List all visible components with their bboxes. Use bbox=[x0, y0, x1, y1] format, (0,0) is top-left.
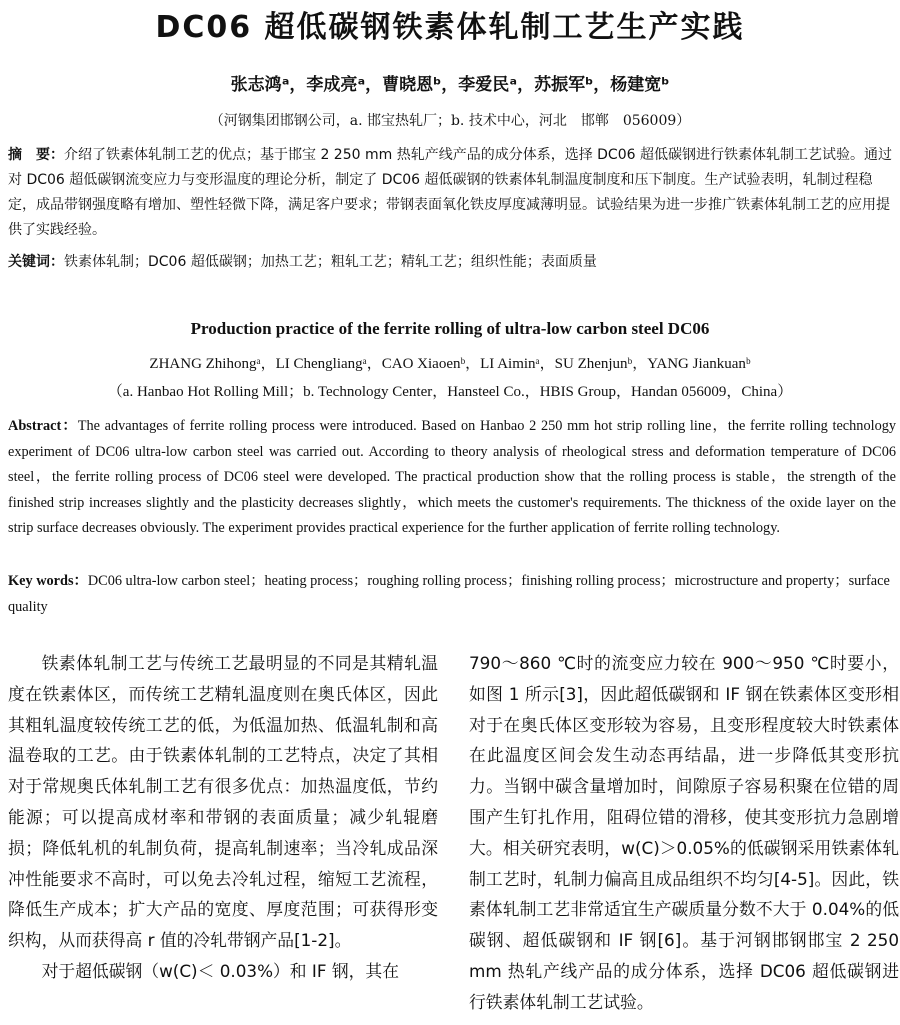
keywords-chinese bbox=[8, 251, 894, 273]
keywords-chinese-label: 关键词： bbox=[8, 254, 64, 270]
body-paragraph: 对于超低碳钢（w(C)＜ 0.03%）和 IF 钢，其在 bbox=[41, 960, 399, 981]
body-column-right bbox=[469, 648, 899, 1018]
keywords-chinese-text: 铁素体轧制；DC06 超低碳钢；加热工艺；粗轧工艺；精轧工艺；组织性能；表面质量 bbox=[64, 254, 597, 270]
abstract-english bbox=[8, 414, 896, 542]
authors-chinese: 张志鸿ᵃ，李成亮ᵃ，曹晓恩ᵇ，李爱民ᵃ，苏振军ᵇ，杨建宽ᵇ bbox=[230, 75, 670, 95]
affiliation-chinese: （河钢集团邯钢公司，a. 邯宝热轧厂；b. 技术中心，河北 邯郸 056009） bbox=[209, 113, 691, 129]
abstract-chinese bbox=[8, 143, 894, 243]
authors-english: ZHANG Zhihongᵃ，LI Chengliangᵃ，CAO Xiaoenᵇ，LI Aiminᵃ，SU Zhenjunᵇ，YANG Jiankuanᵇ bbox=[149, 356, 751, 372]
body-paragraph: 790～860 ℃时的流变应力较在 900～950 ℃时要小，如图 1 所示[3]，因此超低碳钢和 IF 钢在铁素体区变形相对于在奥氏体区变形较为容易，且变形程度较大时铁素体在此温度区间会发生动态再结晶，进一步降低其变形抗力。当钢中碳含量增加时，间隙原子容易积聚在位错的周围产生钉扎作用，阻碍位错的滑移，使其变形抗力急剧增大。相关研究表明，w(C)＞0.05%的低碳钢采用铁素体轧制工艺时，轧制力偏高且成品组织不均匀[4-5]。因此，铁素体轧制工艺非常适宜生产碳质量分数不大于 0.04%的低碳钢、超低碳钢和 IF 钢[6]。基于河钢邯钢邯宝 2 250 mm 热轧产线产品的成分体系，选择 DC06 超低碳钢进行铁素体轧制工艺试验。 bbox=[469, 653, 899, 1012]
page-title: DC06 超低碳钢铁素体轧制工艺生产实践 bbox=[155, 10, 745, 45]
affiliation-english: （a. Hanbao Hot Rolling Mill；b. Technology Center，Hansteel Co.，HBIS Group，Handan 056009，China） bbox=[107, 384, 793, 400]
abstract-english-label: Abstract： bbox=[8, 418, 78, 434]
body-paragraph: 铁素体轧制工艺与传统工艺最明显的不同是其精轧温度在铁素体区，而传统工艺精轧温度则在奥氏体区，因此其粗轧温度较传统工艺的低，为低温加热、低温轧制和高温卷取的工艺。由于铁素体轧制的工艺特点，决定了其相对于常规奥氏体轧制工艺有很多优点：加热温度低，节约能源；可以提高成材率和带钢的表面质量；减少轧辊磨损；降低轧机的轧制负荷，提高轧制速率；当冷轧成品深冲性能要求不高时，可以免去冷轧过程，缩短工艺流程，降低生产成本；扩大产品的宽度、厚度范围；可获得形变织构，从而获得高 r 值的冷轧带钢产品[1-2]。 bbox=[8, 653, 438, 951]
abstract-english-text: The advantages of ferrite rolling process were introduced. Based on Hanbao 2 250 mm hot strip rolling line，the ferrite rolling technology experiment of DC06 ultra-low carbon steel was carried out. According to theory analysis of rheological stress and deformation temperature of DC06 steel，the ferrite rolling process of DC06 steel were developed. The practical production show that the rolling process is stable，the strength of the finished strip increases slightly and the plasticity decreases slightly，which meets the customer's requirements. The thickness of the oxide layer on the strip surface decreases obviously. The experiment provides practical experience for the further application of ferrite rolling technology. bbox=[8, 418, 897, 536]
abstract-chinese-text: 介绍了铁素体轧制工艺的优点；基于邯宝 2 250 mm 热轧产线产品的成分体系，选择 DC06 超低碳钢进行铁素体轧制工艺试验。通过对 DC06 超低碳钢流变应力与变形温度的理论分析，制定了 DC06 超低碳钢的铁素体轧制温度制度和压下制度。生产试验表明，轧制过程稳定，成品带钢强度略有增加、塑性轻微下降，满足客户要求；带钢表面氧化铁皮厚度减薄明显。试验结果为进一步推广铁素体轧制工艺的应用提供了实践经验。 bbox=[8, 147, 892, 238]
keywords-english-label: Key words： bbox=[8, 573, 88, 589]
english-title: Production practice of the ferrite rolling of ultra-low carbon steel DC06 bbox=[190, 319, 710, 338]
body-column-left bbox=[8, 648, 438, 987]
abstract-chinese-label: 摘 要： bbox=[8, 147, 64, 163]
keywords-english bbox=[8, 569, 896, 620]
keywords-english-text: DC06 ultra-low carbon steel；heating process；roughing rolling process；finishing rolling process；microstructure and property；surface quality bbox=[8, 573, 890, 615]
